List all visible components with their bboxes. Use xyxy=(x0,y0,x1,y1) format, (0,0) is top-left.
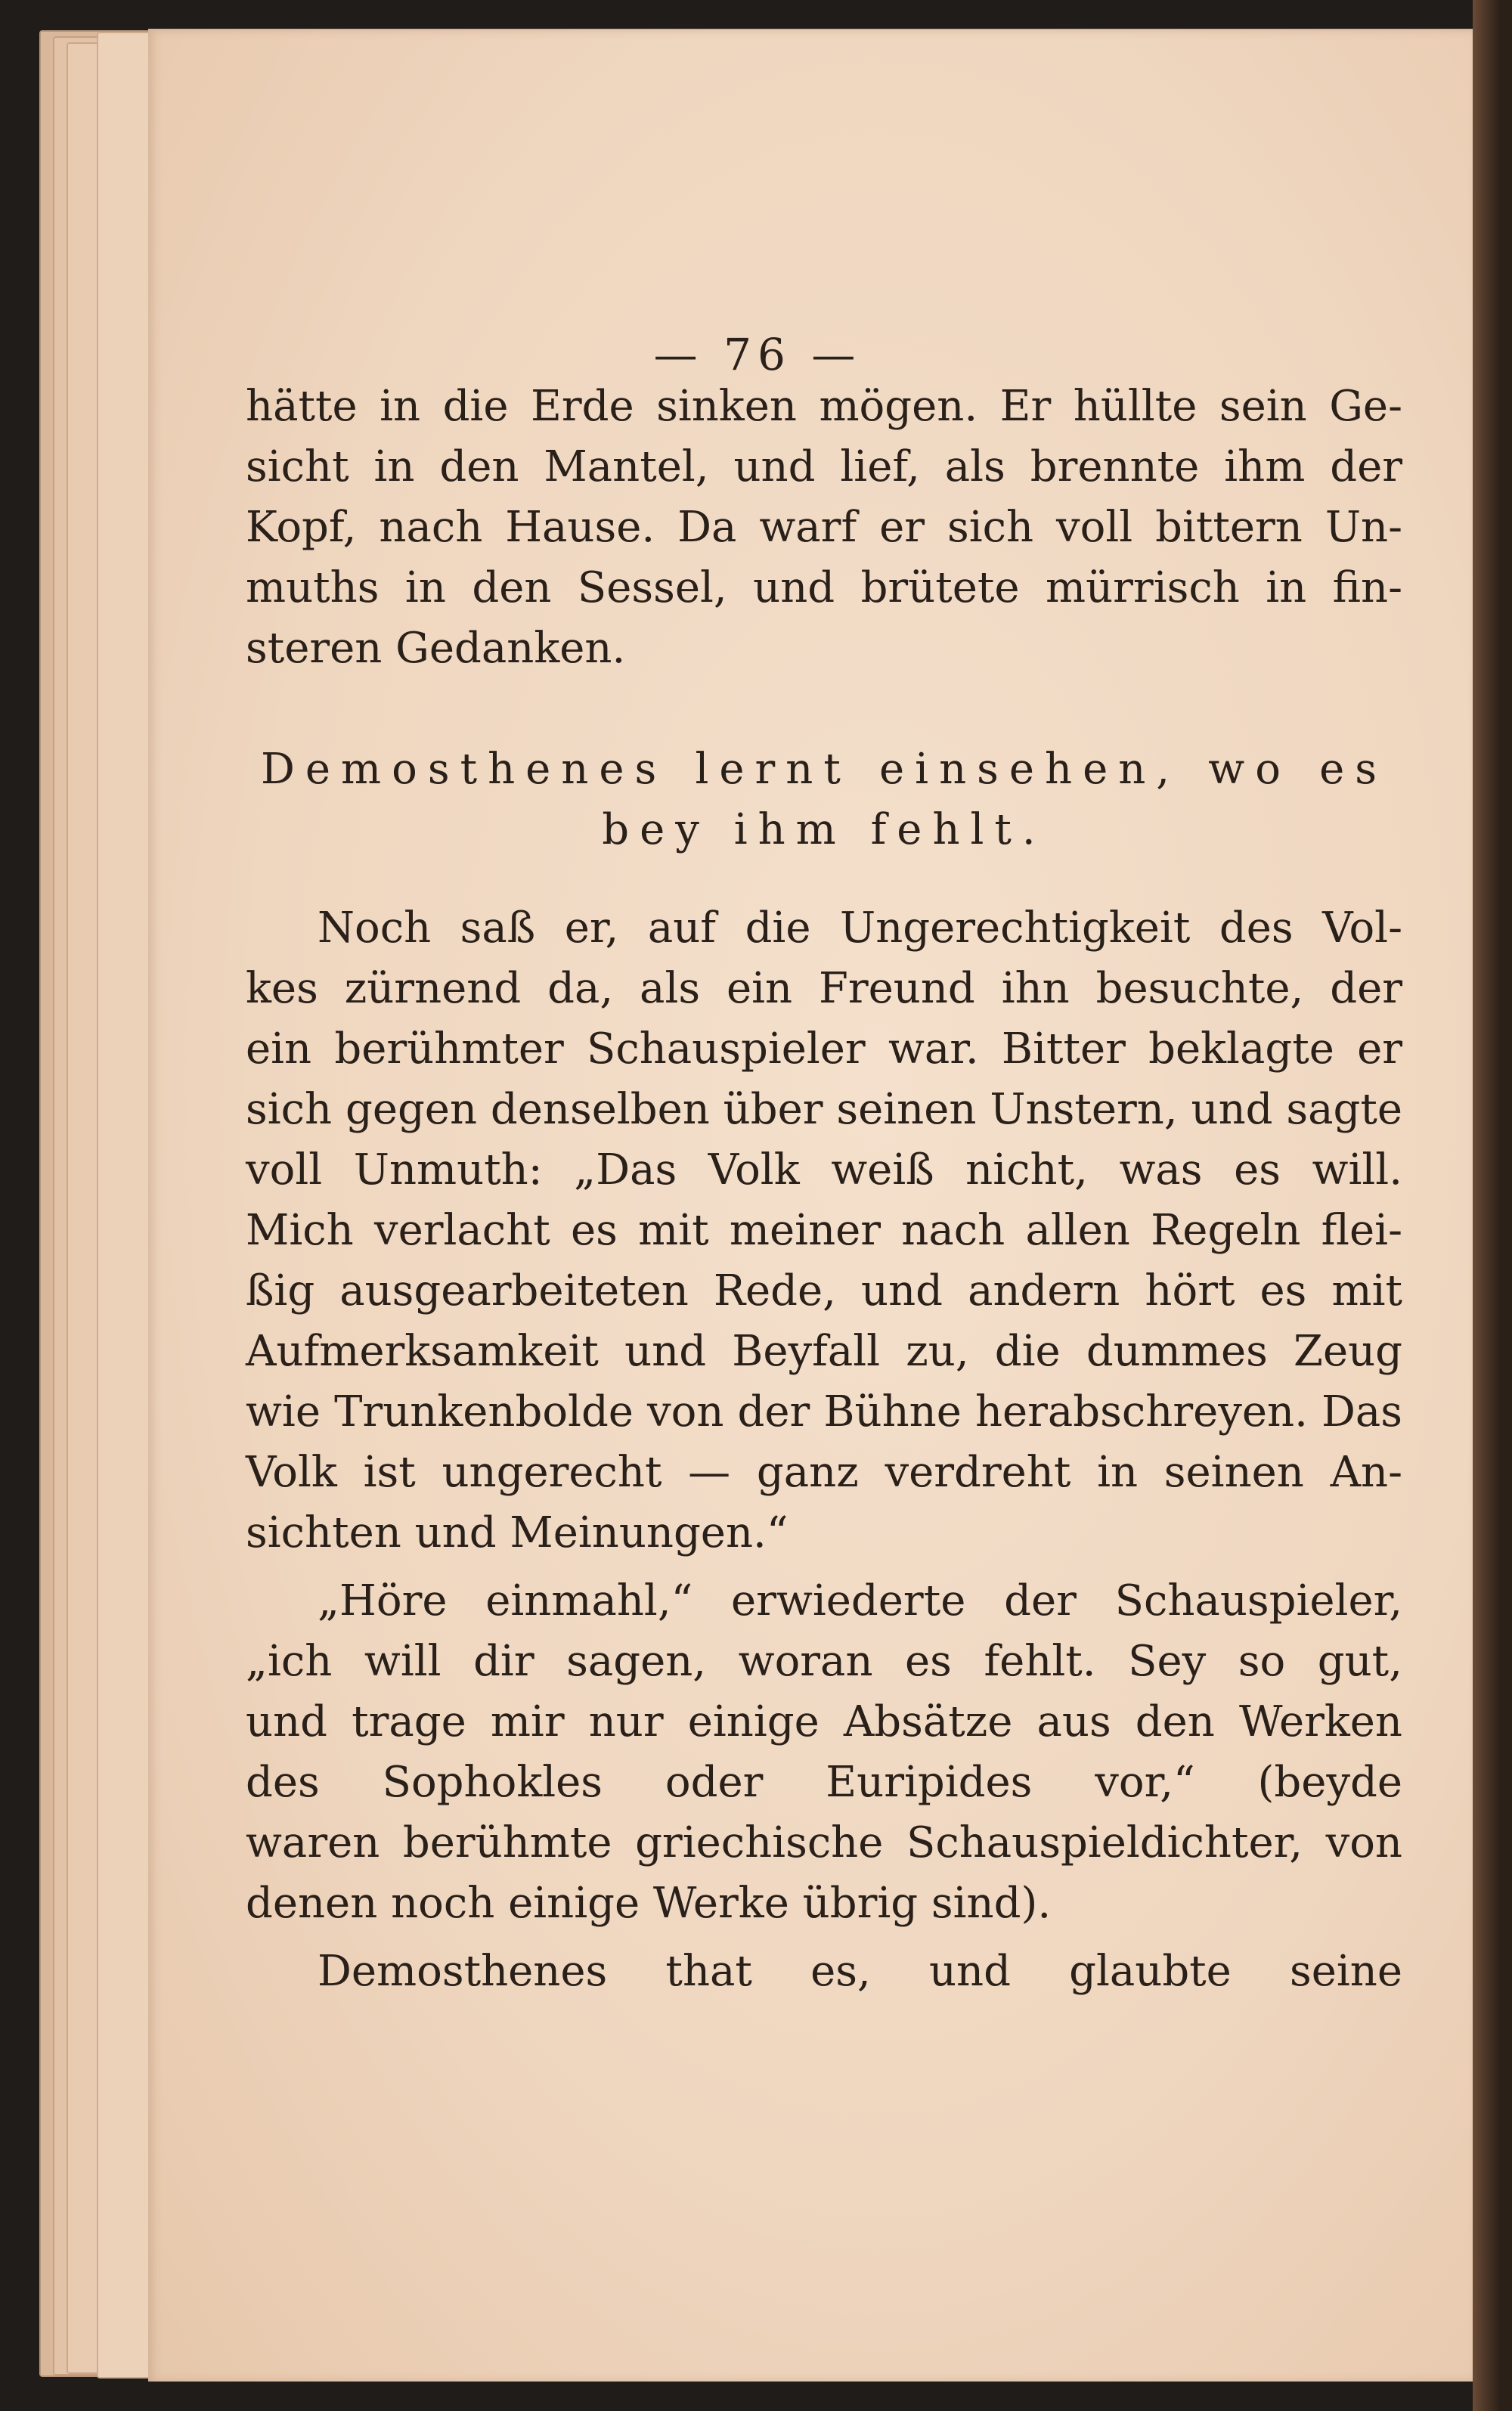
text-line: Mich verlacht es mit meiner nach allen Regeln flei- xyxy=(246,1206,1402,1255)
text-line: voll Unmuth: „Das Volk weiß nicht, was es will. xyxy=(246,1145,1402,1195)
text-line: sicht in den Mantel, und lief, als brennte ihm der xyxy=(246,442,1402,491)
text-line: muths in den Sessel, und brütete mürrisch in fin- xyxy=(246,563,1402,612)
text-line: ein berühmter Schauspieler war. Bitter beklagte er xyxy=(246,1024,1402,1074)
text-line: steren Gedanken. xyxy=(246,624,626,673)
text-line: „Höre einmahl,“ erwiederte der Schauspieler, xyxy=(318,1576,1402,1625)
page-number: — 76 — xyxy=(653,329,862,380)
text-line: sichten und Meinungen.“ xyxy=(246,1508,789,1557)
text-line: sich gegen denselben über seinen Unstern, und sagte xyxy=(246,1085,1402,1134)
text-line: denen noch einige Werke übrig sind). xyxy=(246,1879,1052,1928)
text-line: „ich will dir sagen, woran es fehlt. Sey so gut, xyxy=(246,1637,1402,1686)
text-line: des Sophokles oder Euripides vor,“ (beyde xyxy=(246,1758,1402,1807)
section-heading: bey ihm fehlt. xyxy=(602,805,1046,854)
text-line: waren berühmte griechische Schauspieldichter, von xyxy=(246,1818,1402,1867)
text-line: wie Trunkenbolde von der Bühne herabschreyen. Das xyxy=(246,1387,1402,1436)
text-line: und trage mir nur einige Absätze aus den Werken xyxy=(246,1697,1402,1746)
text-line: ßig ausgearbeiteten Rede, und andern hört es mit xyxy=(246,1266,1402,1316)
text-line: kes zürnend da, als ein Freund ihn besuchte, der xyxy=(246,964,1402,1013)
text-line: Kopf, nach Hause. Da warf er sich voll bittern Un- xyxy=(246,503,1402,552)
text-line: Volk ist ungerecht — ganz verdreht in seinen An- xyxy=(246,1448,1402,1497)
section-heading: Demosthenes lernt einsehen, wo es xyxy=(261,745,1387,794)
text-line: hätte in die Erde sinken mögen. Er hüllte sein Ge- xyxy=(246,382,1402,431)
text-line: Aufmerksamkeit und Beyfall zu, die dummes Zeug xyxy=(246,1327,1402,1376)
text-line: Demosthenes that es, und glaubte seine xyxy=(318,1947,1402,1996)
spine-shadow xyxy=(1473,0,1512,2411)
text-line: Noch saß er, auf die Ungerechtigkeit des Vol- xyxy=(318,903,1402,953)
